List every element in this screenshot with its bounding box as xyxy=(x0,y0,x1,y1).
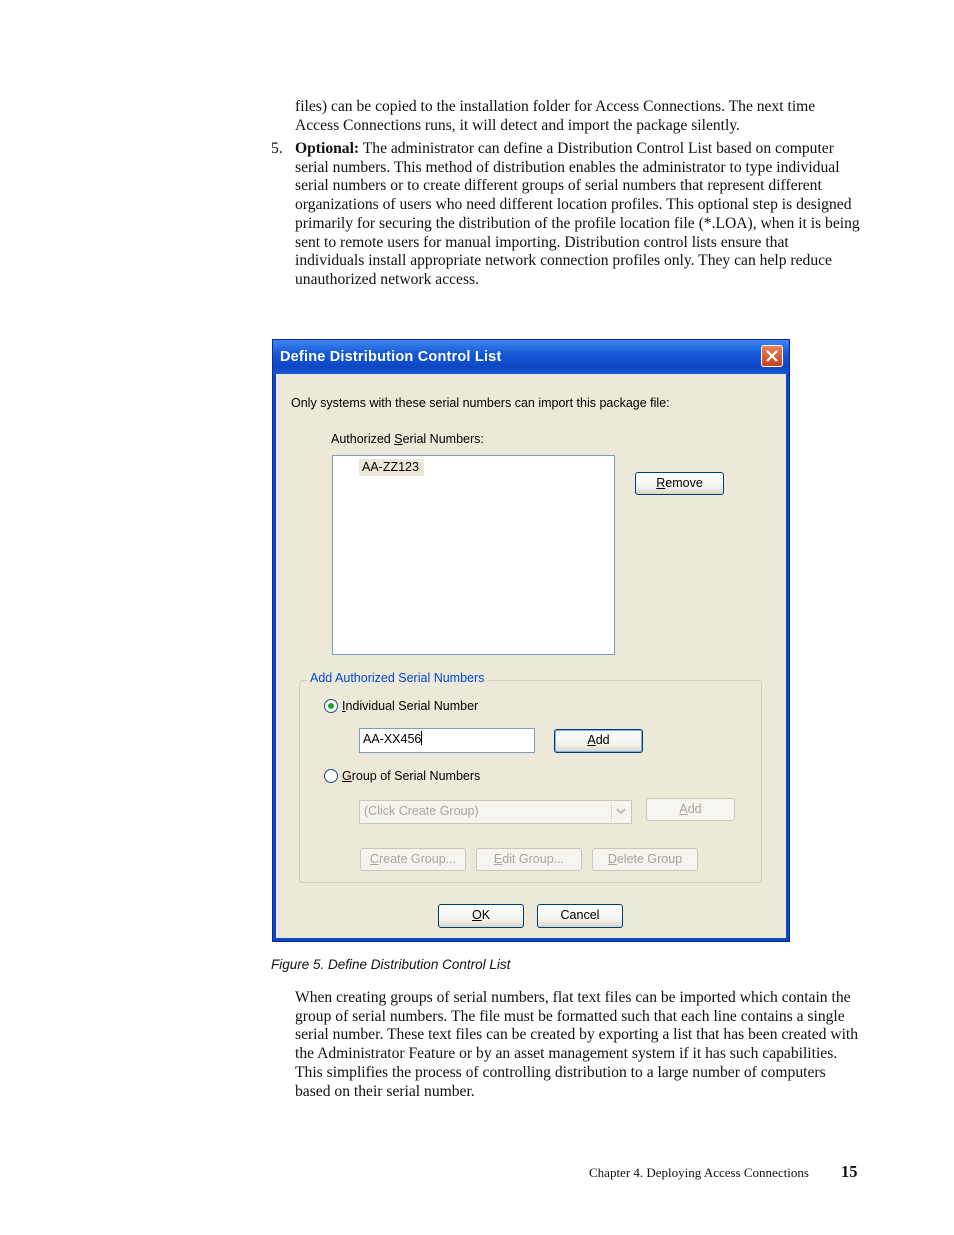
close-icon xyxy=(766,350,778,362)
cancel-button[interactable]: Cancel xyxy=(537,904,623,928)
chevron-down-icon xyxy=(616,808,626,815)
dialog-title-bar xyxy=(273,340,789,374)
add-serial-button[interactable]: Add xyxy=(554,729,643,753)
dialog-instruction: Only systems with these serial numbers can import this package file: xyxy=(291,396,670,410)
remove-button[interactable]: Remove xyxy=(635,472,724,495)
authorized-serial-list[interactable] xyxy=(332,455,615,655)
define-distribution-dialog xyxy=(272,339,790,942)
individual-serial-radio[interactable] xyxy=(324,699,338,713)
list-item-number: 5. xyxy=(271,140,283,157)
edit-group-button[interactable]: Edit Group... xyxy=(476,848,582,871)
group-serial-radio[interactable] xyxy=(324,769,338,783)
body-paragraph-bottom: When creating groups of serial numbers, flat text files can be imported which contain the group of serial numbers. The file must be formatted such that each line contains a single serial number. These text files can be created by exporting a list that has been created with the Administrator Feature or by an asset management system if it has such capabilities. This simplifies the process of controlling distribution to a large number of computers based on their serial number. xyxy=(295,989,859,1100)
add-group-button[interactable]: Add xyxy=(646,798,735,821)
serial-list-label: Authorized Serial Numbers: xyxy=(331,432,484,446)
group-select[interactable] xyxy=(359,800,632,824)
footer-chapter-title: Chapter 4. Deploying Access Connections xyxy=(589,1165,809,1180)
group-select-value: (Click Create Group) xyxy=(364,804,479,818)
serial-number-input[interactable]: AA-XX456 xyxy=(359,728,535,753)
add-serial-group-title: Add Authorized Serial Numbers xyxy=(307,671,487,685)
list-item-body: The administrator can define a Distribution Control List based on computer serial numbers. This method of distribution enables the administrator to type individual serial numbers or to create different groups of serial numbers that represent different organizations of users who need different location profiles. This optional step is designed primarily for securing the distribution of the profile location file (*.LOA), when it is being sent to remote users for manual importing. Distribution control lists ensure that individuals install appropriate network connection profiles only. They can help reduce unauthorized network access. xyxy=(295,140,860,288)
list-item-label: Optional: xyxy=(295,140,360,157)
individual-serial-label: Individual Serial Number xyxy=(342,699,479,713)
body-paragraph-top: files) can be copied to the installation folder for Access Connections. The next time Access Connections runs, it will detect and import the package silently. xyxy=(295,98,816,134)
list-item-text xyxy=(295,140,860,290)
ok-button[interactable]: OK xyxy=(438,904,524,928)
dropdown-button[interactable] xyxy=(611,802,630,822)
page-number: 15 xyxy=(841,1162,858,1181)
dialog-title: Define Distribution Control List xyxy=(280,349,502,365)
list-item[interactable]: AA-ZZ123 xyxy=(359,459,424,476)
group-serial-label: Group of Serial Numbers xyxy=(342,769,481,783)
figure-caption: Figure 5. Define Distribution Control List xyxy=(271,957,511,972)
close-button[interactable] xyxy=(761,345,783,367)
radio-selected-dot xyxy=(328,703,334,709)
delete-group-button[interactable]: Delete Group xyxy=(592,848,698,871)
create-group-button[interactable]: Create Group... xyxy=(360,848,466,871)
